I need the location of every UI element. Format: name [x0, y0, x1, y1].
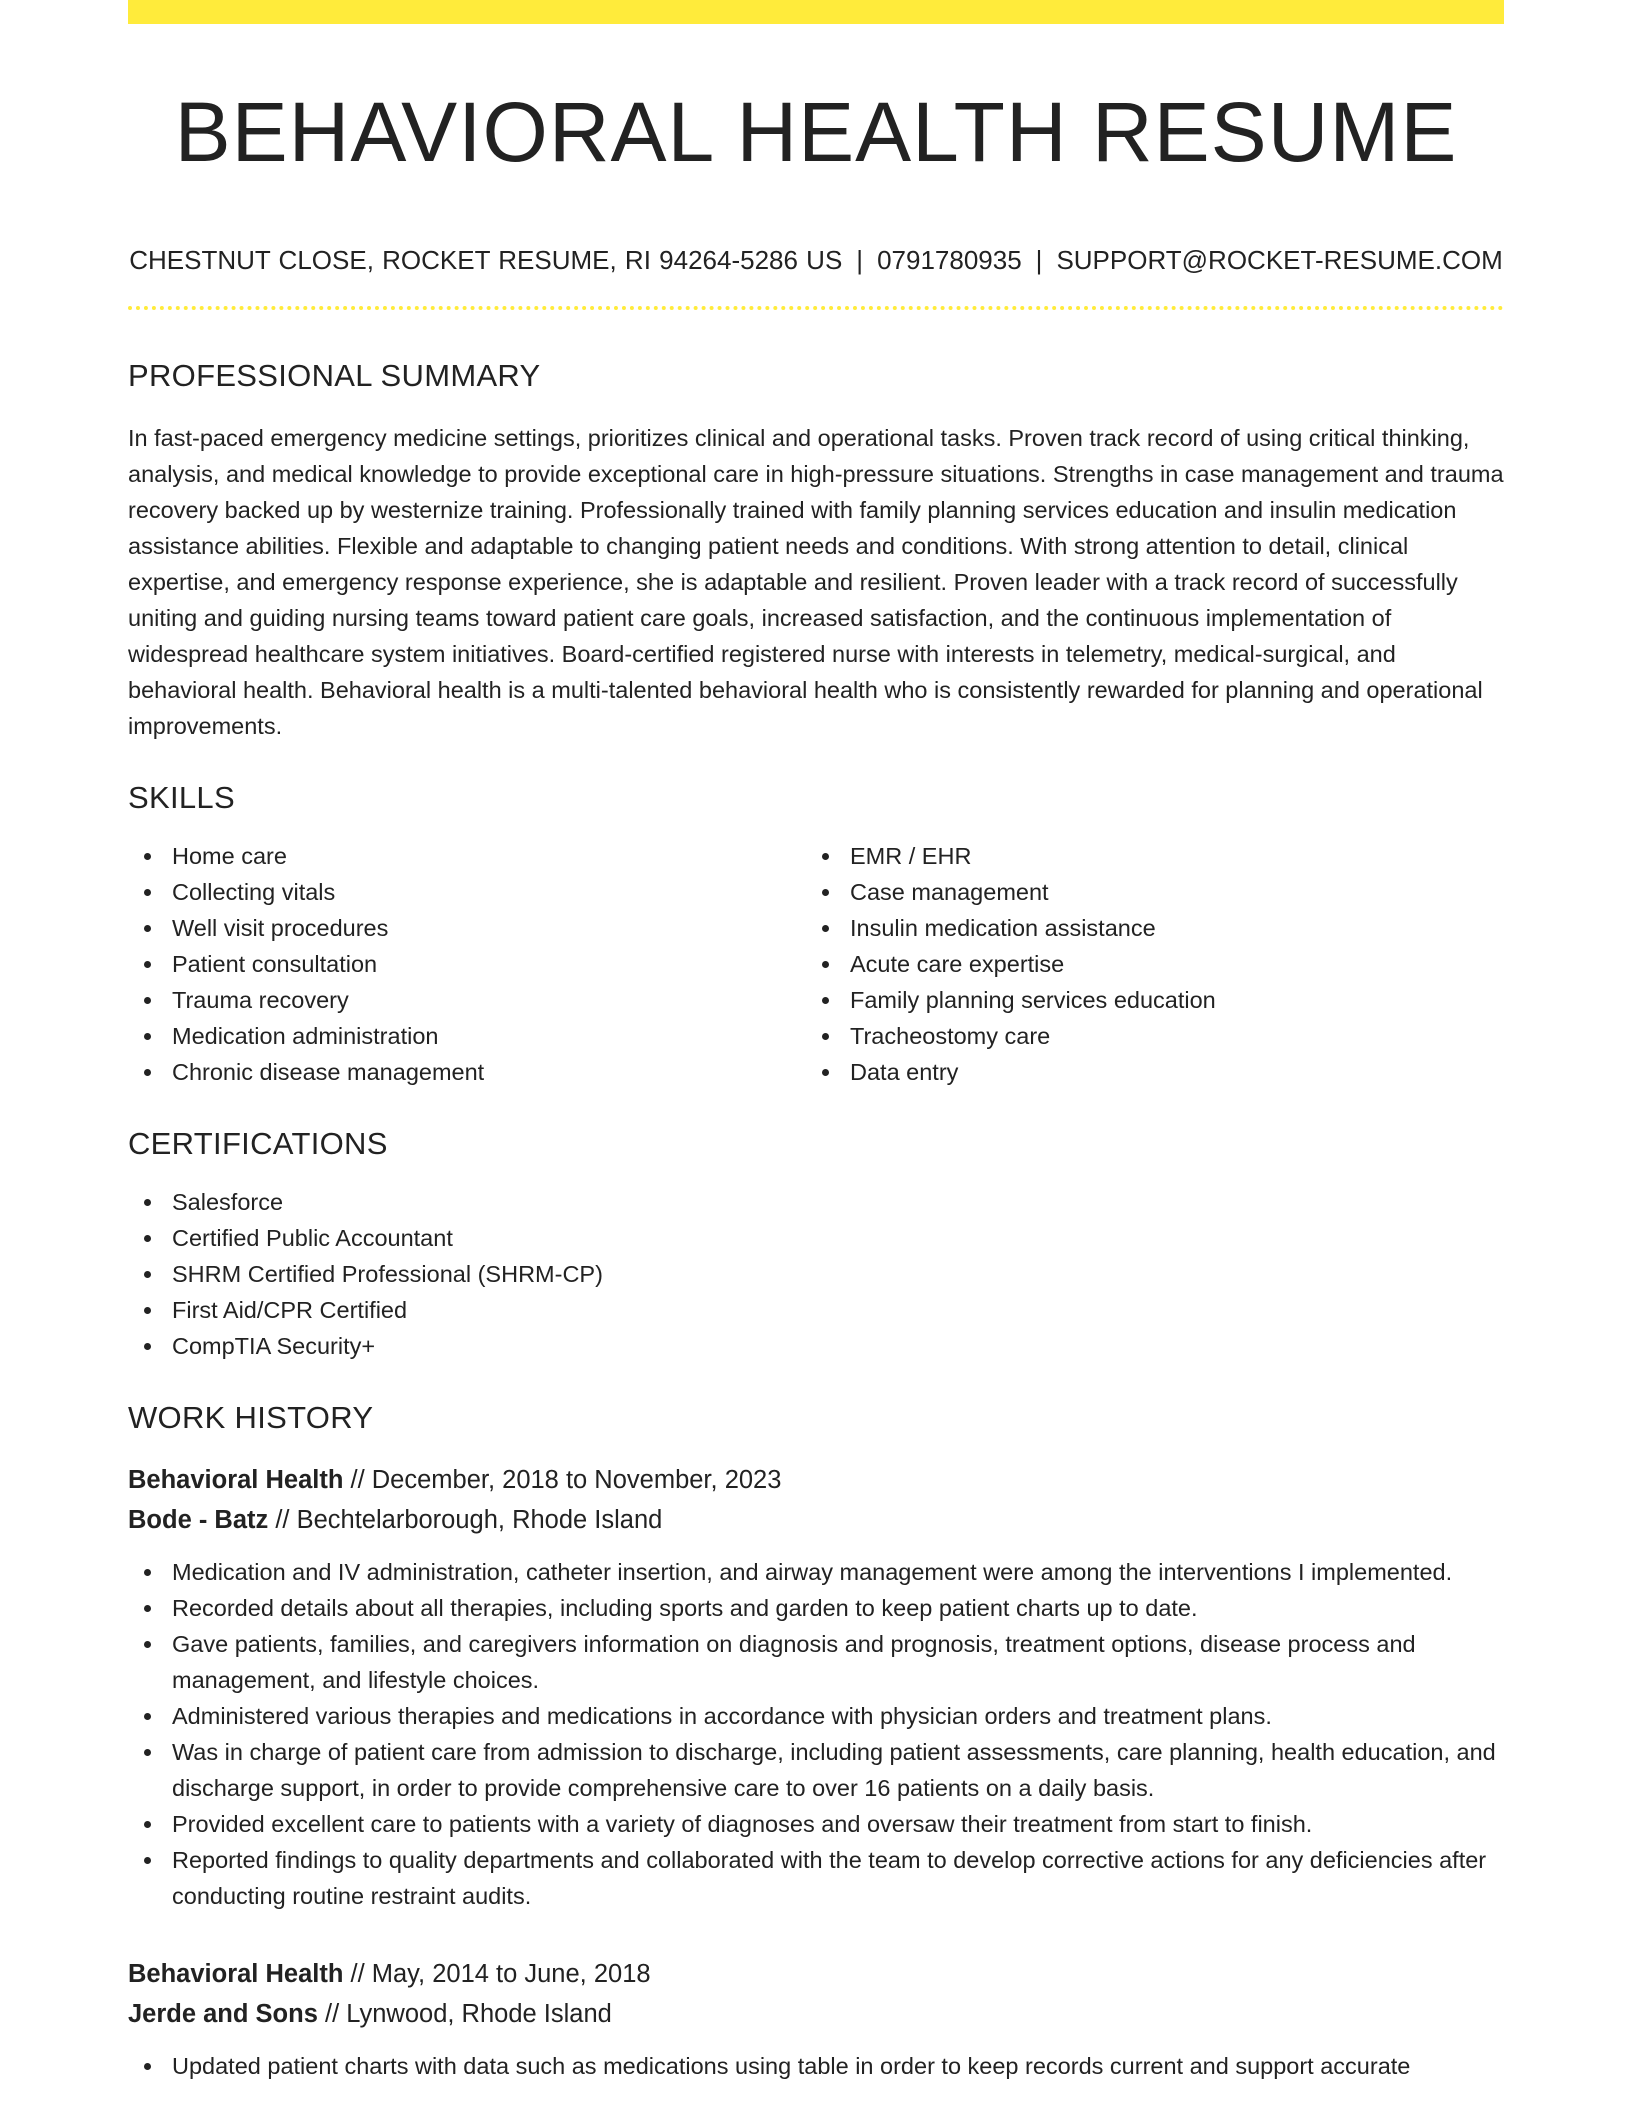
skills-list-right — [806, 838, 1484, 1090]
job-title-line — [128, 1460, 1504, 1500]
certifications-section — [128, 1126, 1504, 1364]
skill-item: Well visit procedures — [128, 910, 806, 946]
job-company-line — [128, 1994, 1504, 2034]
job-bullets — [128, 1554, 1504, 1914]
skill-item: Case management — [806, 874, 1484, 910]
skill-item: Data entry — [806, 1054, 1484, 1090]
job-separator: // — [343, 1465, 372, 1494]
summary-heading: PROFESSIONAL SUMMARY — [128, 357, 541, 393]
work-history-heading: WORK HISTORY — [128, 1399, 374, 1435]
certification-item: First Aid/CPR Certified — [128, 1292, 1504, 1328]
job-bullet: Medication and IV administration, catheter insertion, and airway management were among the interventions I implemented. — [128, 1554, 1504, 1590]
certification-item: SHRM Certified Professional (SHRM-CP) — [128, 1256, 1504, 1292]
job-company: Jerde and Sons — [128, 1999, 318, 2028]
certification-item: Certified Public Accountant — [128, 1220, 1504, 1256]
skill-item: Home care — [128, 838, 806, 874]
certifications-heading: CERTIFICATIONS — [128, 1125, 388, 1161]
dotted-divider — [128, 306, 1504, 310]
skill-item: Chronic disease management — [128, 1054, 806, 1090]
skills-column-right — [806, 838, 1484, 1090]
skills-list-left — [128, 838, 806, 1090]
job-dates: May, 2014 to June, 2018 — [371, 1959, 651, 1988]
skill-item: Acute care expertise — [806, 946, 1484, 982]
job-bullet: Gave patients, families, and caregivers information on diagnosis and prognosis, treatment options, disease process and management, and lifestyle choices. — [128, 1626, 1504, 1698]
job-company-line — [128, 1500, 1504, 1540]
contact-address: CHESTNUT CLOSE, ROCKET RESUME, RI 94264-5286 US — [129, 244, 843, 275]
summary-section — [128, 358, 1504, 744]
job-separator: // — [317, 1999, 347, 2028]
job-bullet: Was in charge of patient care from admission to discharge, including patient assessments, care planning, health education, and discharge support, in order to provide comprehensive care to over 16 patients on a daily basis. — [128, 1734, 1504, 1806]
job-company: Bode - Batz — [128, 1505, 269, 1534]
skill-item: Family planning services education — [806, 982, 1484, 1018]
skill-item: Collecting vitals — [128, 874, 806, 910]
job-title: Behavioral Health — [128, 1959, 344, 1988]
job-separator: // — [343, 1959, 372, 1988]
skill-item: Tracheostomy care — [806, 1018, 1484, 1054]
skill-item: Insulin medication assistance — [806, 910, 1484, 946]
job-location: Bechtelarborough, Rhode Island — [296, 1505, 663, 1534]
job-entry — [128, 1460, 1504, 1914]
skills-section — [128, 780, 1504, 1090]
job-entry — [128, 1954, 1504, 2084]
contact-email[interactable]: SUPPORT@ROCKET-RESUME.COM — [1056, 244, 1503, 275]
top-accent-bar — [128, 0, 1504, 24]
skill-item: Trauma recovery — [128, 982, 806, 1018]
job-title: Behavioral Health — [128, 1465, 344, 1494]
resume-title: BEHAVIORAL HEALTH RESUME — [174, 85, 1458, 179]
certification-item: Salesforce — [128, 1184, 1504, 1220]
job-bullet: Reported findings to quality departments and collaborated with the team to develop corrective actions for any deficiencies after conducting routine restraint audits. — [128, 1842, 1504, 1914]
certifications-list — [128, 1184, 1504, 1364]
job-title-line — [128, 1954, 1504, 1994]
resume-page — [128, 0, 1504, 2084]
skills-column-left — [128, 838, 806, 1090]
job-dates: December, 2018 to November, 2023 — [371, 1465, 782, 1494]
skills-heading: SKILLS — [128, 779, 235, 815]
contact-separator: | — [856, 244, 864, 275]
skill-item: EMR / EHR — [806, 838, 1484, 874]
contact-phone: 0791780935 — [877, 244, 1022, 275]
job-bullet: Recorded details about all therapies, including sports and garden to keep patient charts up to date. — [128, 1590, 1504, 1626]
skill-item: Patient consultation — [128, 946, 806, 982]
job-bullet: Provided excellent care to patients with a variety of diagnoses and oversaw their treatment from start to finish. — [128, 1806, 1504, 1842]
contact-separator: | — [1035, 244, 1043, 275]
job-bullet: Updated patient charts with data such as medications using table in order to keep records current and support accurate — [128, 2048, 1504, 2084]
skill-item: Medication administration — [128, 1018, 806, 1054]
job-bullet: Administered various therapies and medications in accordance with physician orders and treatment plans. — [128, 1698, 1504, 1734]
work-history-section — [128, 1400, 1504, 2084]
skills-grid — [128, 838, 1504, 1090]
job-separator: // — [268, 1505, 297, 1534]
certification-item: CompTIA Security+ — [128, 1328, 1504, 1364]
job-bullets — [128, 2048, 1504, 2084]
summary-text: In fast-paced emergency medicine settings, prioritizes clinical and operational tasks. Proven track record of using critical thinking, analysis, and medical knowledge to provide exceptional care in high-pressure situations. Strengths in case management and trauma recovery backed up by westernize training. Professionally trained with family planning services education and insulin medication assistance abilities. Flexible and adaptable to changing patient needs and conditions. With strong attention to detail, clinical expertise, and emergency response experience, she is adaptable and resilient. Proven leader with a track record of successfully uniting and guiding nursing teams toward patient care goals, increased satisfaction, and the continuous implementation of widespread healthcare system initiatives. Board-certified registered nurse with interests in telemetry, medical-surgical, and behavioral health. Behavioral health is a multi-talented behavioral health who is consistently rewarded for planning and operational improvements. — [128, 424, 1504, 739]
job-location: Lynwood, Rhode Island — [346, 1999, 612, 2028]
contact-line — [128, 245, 1504, 276]
